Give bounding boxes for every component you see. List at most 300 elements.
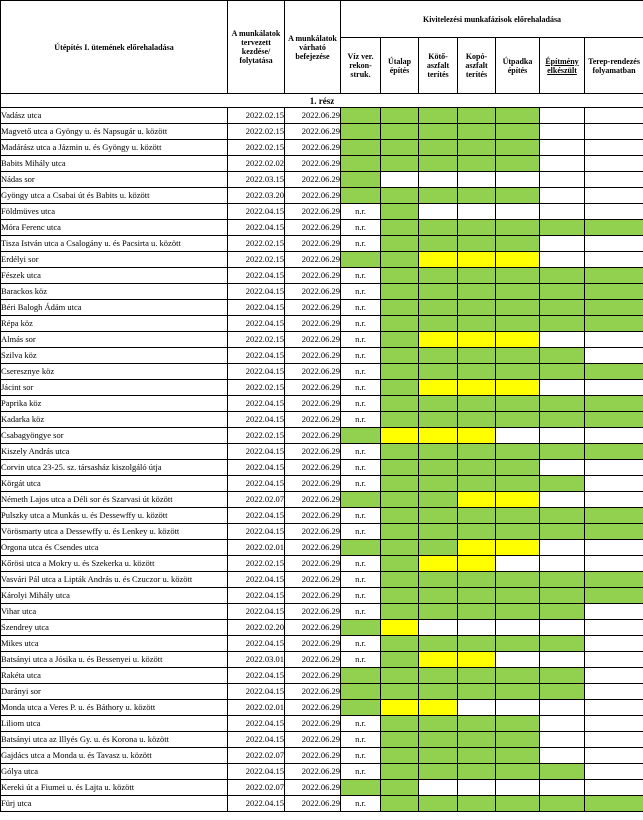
phase-cell [496, 492, 540, 508]
phase-cell [585, 636, 643, 652]
end-date: 2022.06.29 [285, 332, 341, 348]
phase-cell [540, 444, 585, 460]
phase-cell [458, 316, 496, 332]
end-date: 2022.06.29 [285, 316, 341, 332]
street-name: Monda utca a Veres P. u. és Báthory u. között [1, 700, 228, 716]
street-name: Cseresznye köz [1, 364, 228, 380]
phase-cell [585, 108, 643, 124]
end-date: 2022.06.29 [285, 220, 341, 236]
phase-cell [419, 524, 458, 540]
phase-cell [381, 604, 419, 620]
start-date: 2022.02.15 [228, 108, 285, 124]
phase-cell [419, 316, 458, 332]
phase-cell [341, 252, 381, 268]
phase-cell [381, 348, 419, 364]
street-name: Földmüves utca [1, 204, 228, 220]
street-name: Gajdács utca a Monda u. és Tavasz u. között [1, 748, 228, 764]
phase-cell [540, 188, 585, 204]
phase-cell [540, 556, 585, 572]
phase-cell [585, 348, 643, 364]
phase-cell [585, 524, 643, 540]
table-row [1, 412, 643, 428]
phase-cell [540, 316, 585, 332]
phase-cell [419, 412, 458, 428]
phase-cell [540, 380, 585, 396]
phase-cell [419, 556, 458, 572]
phase-cell [496, 604, 540, 620]
phase-cell [540, 524, 585, 540]
end-date: 2022.06.29 [285, 556, 341, 572]
phase-cell [458, 396, 496, 412]
phase-cell [341, 492, 381, 508]
start-date: 2022.04.15 [228, 508, 285, 524]
start-date: 2022.02.07 [228, 748, 285, 764]
phase-cell [585, 796, 643, 812]
end-date: 2022.06.29 [285, 604, 341, 620]
start-date: 2022.04.15 [228, 284, 285, 300]
phase-cell [540, 460, 585, 476]
phase-cell [496, 316, 540, 332]
phase-cell [419, 396, 458, 412]
phase-cell [585, 668, 643, 684]
phase-cell [540, 540, 585, 556]
street-name: Pulszky utca a Munkás u. és Dessewffy u. között [1, 508, 228, 524]
phase-cell [419, 716, 458, 732]
phase-cell [540, 140, 585, 156]
street-name: Madárász utca a Jázmin u. és Gyöngy u. között [1, 140, 228, 156]
start-date: 2022.02.15 [228, 236, 285, 252]
start-date: 2022.04.15 [228, 300, 285, 316]
phase-cell [381, 140, 419, 156]
phase-cell [419, 140, 458, 156]
header-phase: Víz ver. rekon-struk. [341, 38, 381, 94]
phase-cell [585, 316, 643, 332]
start-date: 2022.04.15 [228, 364, 285, 380]
phase-cell [585, 620, 643, 636]
phase-cell: n.r. [341, 268, 381, 284]
street-name: Babits Mihály utca [1, 156, 228, 172]
table-row [1, 300, 643, 316]
phase-cell [540, 684, 585, 700]
end-date: 2022.06.29 [285, 764, 341, 780]
table-row [1, 492, 643, 508]
phase-cell: n.r. [341, 732, 381, 748]
table-row [1, 620, 643, 636]
start-date: 2022.04.15 [228, 636, 285, 652]
table-row [1, 780, 643, 796]
phase-cell [496, 396, 540, 412]
phase-cell [458, 764, 496, 780]
phase-cell [419, 572, 458, 588]
end-date: 2022.06.29 [285, 748, 341, 764]
phase-cell [419, 604, 458, 620]
table-row [1, 588, 643, 604]
street-name: Vasvári Pál utca a Lipták András u. és Czuczor u. között [1, 572, 228, 588]
phase-cell [381, 764, 419, 780]
phase-cell [419, 268, 458, 284]
phase-cell [496, 524, 540, 540]
table-row [1, 764, 643, 780]
phase-cell: n.r. [341, 444, 381, 460]
end-date: 2022.06.29 [285, 716, 341, 732]
start-date: 2022.04.15 [228, 412, 285, 428]
phase-cell [496, 188, 540, 204]
phase-cell [496, 332, 540, 348]
phase-cell [381, 124, 419, 140]
phase-cell [585, 156, 643, 172]
phase-cell [458, 524, 496, 540]
end-date: 2022.06.29 [285, 396, 341, 412]
phase-cell [419, 620, 458, 636]
phase-cell [458, 492, 496, 508]
phase-cell [496, 796, 540, 812]
phase-cell [419, 636, 458, 652]
start-date: 2022.02.01 [228, 540, 285, 556]
street-name: Vihar utca [1, 604, 228, 620]
street-name: Gyöngy utca a Csabai út és Babits u. között [1, 188, 228, 204]
phase-cell [381, 412, 419, 428]
phase-cell [419, 252, 458, 268]
table-row [1, 108, 643, 124]
header-progress-group: Kivitelezési munkafázisok előrehaladása [341, 1, 643, 38]
phase-cell [496, 588, 540, 604]
end-date: 2022.06.29 [285, 668, 341, 684]
phase-cell [458, 540, 496, 556]
table-row [1, 268, 643, 284]
header-phase: Terep-rendezés folyamatban [585, 38, 643, 94]
end-date: 2022.06.29 [285, 380, 341, 396]
table-row [1, 604, 643, 620]
phase-cell [458, 332, 496, 348]
table-row [1, 716, 643, 732]
start-date: 2022.04.15 [228, 588, 285, 604]
table-body [1, 94, 643, 812]
phase-cell [341, 172, 381, 188]
phase-cell [585, 604, 643, 620]
phase-cell [540, 476, 585, 492]
phase-cell [419, 796, 458, 812]
phase-cell: n.r. [341, 524, 381, 540]
phase-cell [540, 332, 585, 348]
table-row [1, 748, 643, 764]
start-date: 2022.02.07 [228, 780, 285, 796]
table-row [1, 380, 643, 396]
phase-cell [381, 636, 419, 652]
phase-cell [381, 284, 419, 300]
phase-cell [458, 284, 496, 300]
phase-cell [458, 796, 496, 812]
end-date: 2022.06.29 [285, 588, 341, 604]
end-date: 2022.06.29 [285, 124, 341, 140]
phase-cell [496, 236, 540, 252]
phase-cell [341, 188, 381, 204]
phase-cell [585, 124, 643, 140]
start-date: 2022.02.15 [228, 380, 285, 396]
phase-cell [381, 652, 419, 668]
phase-cell [381, 364, 419, 380]
start-date: 2022.02.15 [228, 252, 285, 268]
phase-cell [496, 300, 540, 316]
phase-cell [419, 460, 458, 476]
street-name: Tisza István utca a Csalogány u. és Pacsirta u. között [1, 236, 228, 252]
phase-cell [381, 252, 419, 268]
table-row [1, 364, 643, 380]
phase-cell [496, 460, 540, 476]
phase-cell [585, 780, 643, 796]
table-row [1, 460, 643, 476]
phase-cell [540, 620, 585, 636]
start-date: 2022.04.15 [228, 764, 285, 780]
phase-cell [458, 508, 496, 524]
phase-cell [585, 300, 643, 316]
start-date: 2022.04.15 [228, 460, 285, 476]
table-row [1, 668, 643, 684]
header-start: A munkálatok tervezett kezdése/ folytatása [228, 1, 285, 94]
table-row [1, 572, 643, 588]
start-date: 2022.02.01 [228, 700, 285, 716]
phase-cell [381, 492, 419, 508]
phase-cell [341, 124, 381, 140]
header-end: A munkálatok várható befejezése [285, 1, 341, 94]
end-date: 2022.06.29 [285, 732, 341, 748]
end-date: 2022.06.29 [285, 524, 341, 540]
end-date: 2022.06.29 [285, 508, 341, 524]
phase-cell [496, 220, 540, 236]
phase-cell [458, 700, 496, 716]
phase-cell [458, 380, 496, 396]
phase-cell: n.r. [341, 556, 381, 572]
end-date: 2022.06.29 [285, 444, 341, 460]
end-date: 2022.06.29 [285, 156, 341, 172]
start-date: 2022.03.15 [228, 172, 285, 188]
street-name: Répa köz [1, 316, 228, 332]
phase-cell [419, 684, 458, 700]
end-date: 2022.06.29 [285, 188, 341, 204]
phase-cell [540, 396, 585, 412]
phase-cell [540, 412, 585, 428]
phase-cell [419, 732, 458, 748]
header-phase: Kötő-aszfalt terítés [419, 38, 458, 94]
street-name: Gólya utca [1, 764, 228, 780]
phase-cell [585, 188, 643, 204]
phase-cell [458, 156, 496, 172]
phase-cell [496, 268, 540, 284]
phase-cell [458, 412, 496, 428]
phase-cell [341, 780, 381, 796]
phase-cell [458, 188, 496, 204]
phase-cell [419, 156, 458, 172]
start-date: 2022.03.20 [228, 188, 285, 204]
phase-cell [585, 252, 643, 268]
phase-cell: n.r. [341, 204, 381, 220]
phase-cell [458, 140, 496, 156]
end-date: 2022.06.29 [285, 412, 341, 428]
phase-cell [381, 156, 419, 172]
phase-cell [381, 476, 419, 492]
section-label: 1. rész [1, 94, 643, 108]
phase-cell [496, 108, 540, 124]
phase-cell [419, 428, 458, 444]
end-date: 2022.06.29 [285, 268, 341, 284]
phase-cell [496, 732, 540, 748]
phase-cell [458, 252, 496, 268]
phase-cell [458, 172, 496, 188]
street-name: Körgát utca [1, 476, 228, 492]
end-date: 2022.06.29 [285, 780, 341, 796]
table-row [1, 236, 643, 252]
phase-cell [540, 716, 585, 732]
phase-cell [585, 556, 643, 572]
table-row [1, 508, 643, 524]
end-date: 2022.06.29 [285, 460, 341, 476]
phase-cell: n.r. [341, 284, 381, 300]
phase-cell [458, 556, 496, 572]
street-name: Szilva köz [1, 348, 228, 364]
street-name: Csabagyöngye sor [1, 428, 228, 444]
table-row [1, 124, 643, 140]
phase-cell [585, 540, 643, 556]
phase-cell [540, 636, 585, 652]
phase-cell: n.r. [341, 300, 381, 316]
start-date: 2022.04.15 [228, 604, 285, 620]
end-date: 2022.06.29 [285, 284, 341, 300]
phase-cell: n.r. [341, 476, 381, 492]
start-date: 2022.04.15 [228, 732, 285, 748]
phase-cell: n.r. [341, 636, 381, 652]
phase-cell [458, 684, 496, 700]
end-date: 2022.06.29 [285, 364, 341, 380]
phase-cell [419, 364, 458, 380]
phase-cell [585, 748, 643, 764]
phase-cell [496, 572, 540, 588]
phase-cell [381, 220, 419, 236]
phase-cell [381, 444, 419, 460]
phase-cell [540, 652, 585, 668]
table-row [1, 428, 643, 444]
phase-cell [458, 588, 496, 604]
street-name: Mikes utca [1, 636, 228, 652]
street-name: Darányi sor [1, 684, 228, 700]
street-name: Béri Balogh Ádám utca [1, 300, 228, 316]
end-date: 2022.06.29 [285, 300, 341, 316]
phase-cell [341, 684, 381, 700]
start-date: 2022.04.15 [228, 684, 285, 700]
phase-cell [496, 412, 540, 428]
phase-cell [381, 300, 419, 316]
phase-cell [381, 668, 419, 684]
start-date: 2022.04.15 [228, 348, 285, 364]
street-name: Batsányi utca a Jósika u. és Bessenyei u. között [1, 652, 228, 668]
start-date: 2022.04.15 [228, 524, 285, 540]
phase-cell [496, 700, 540, 716]
end-date: 2022.06.29 [285, 172, 341, 188]
phase-cell [419, 108, 458, 124]
street-name: Kereki út a Fiumei u. és Lajta u. között [1, 780, 228, 796]
phase-cell [585, 428, 643, 444]
phase-cell [496, 284, 540, 300]
street-name: Németh Lajos utca a Déli sor és Szarvasi út között [1, 492, 228, 508]
street-name: Kőrösi utca a Mokry u. és Szekerka u. között [1, 556, 228, 572]
phase-cell [458, 460, 496, 476]
phase-cell: n.r. [341, 460, 381, 476]
phase-cell [381, 620, 419, 636]
phase-cell [381, 796, 419, 812]
phase-cell [496, 476, 540, 492]
phase-cell [540, 780, 585, 796]
phase-cell [496, 156, 540, 172]
phase-cell [419, 236, 458, 252]
street-name: Nádas sor [1, 172, 228, 188]
phase-cell [496, 508, 540, 524]
phase-cell [496, 716, 540, 732]
phase-cell: n.r. [341, 332, 381, 348]
phase-cell [540, 220, 585, 236]
phase-cell [585, 732, 643, 748]
table-row [1, 220, 643, 236]
phase-cell: n.r. [341, 796, 381, 812]
phase-cell [381, 684, 419, 700]
phase-cell: n.r. [341, 588, 381, 604]
phase-cell [341, 428, 381, 444]
phase-cell [458, 108, 496, 124]
phase-cell [585, 236, 643, 252]
end-date: 2022.06.29 [285, 620, 341, 636]
phase-cell [381, 508, 419, 524]
phase-cell [496, 748, 540, 764]
header-phase: Építmény elkészült [540, 38, 585, 94]
phase-cell: n.r. [341, 236, 381, 252]
phase-cell [458, 476, 496, 492]
end-date: 2022.06.29 [285, 108, 341, 124]
phase-cell [381, 588, 419, 604]
table-row [1, 796, 643, 812]
phase-cell [341, 540, 381, 556]
phase-cell: n.r. [341, 380, 381, 396]
phase-cell [419, 508, 458, 524]
phase-cell [381, 716, 419, 732]
phase-cell [585, 396, 643, 412]
phase-cell [419, 700, 458, 716]
table-row [1, 284, 643, 300]
end-date: 2022.06.29 [285, 540, 341, 556]
table-row [1, 396, 643, 412]
phase-cell [381, 204, 419, 220]
phase-cell [496, 204, 540, 220]
table-row [1, 732, 643, 748]
phase-cell [496, 668, 540, 684]
street-name: Szendrey utca [1, 620, 228, 636]
start-date: 2022.03.01 [228, 652, 285, 668]
phase-cell [496, 780, 540, 796]
table-row [1, 172, 643, 188]
street-name: Magvető utca a Gyöngy u. és Napsugár u. között [1, 124, 228, 140]
phase-cell: n.r. [341, 508, 381, 524]
street-name: Jácint sor [1, 380, 228, 396]
start-date: 2022.04.15 [228, 668, 285, 684]
phase-cell [540, 588, 585, 604]
phase-cell [381, 396, 419, 412]
end-date: 2022.06.29 [285, 140, 341, 156]
phase-cell [381, 540, 419, 556]
phase-cell [496, 252, 540, 268]
table-row [1, 204, 643, 220]
street-name: Paprika köz [1, 396, 228, 412]
start-date: 2022.02.15 [228, 428, 285, 444]
start-date: 2022.04.15 [228, 716, 285, 732]
phase-cell [585, 460, 643, 476]
start-date: 2022.02.15 [228, 140, 285, 156]
phase-cell: n.r. [341, 652, 381, 668]
